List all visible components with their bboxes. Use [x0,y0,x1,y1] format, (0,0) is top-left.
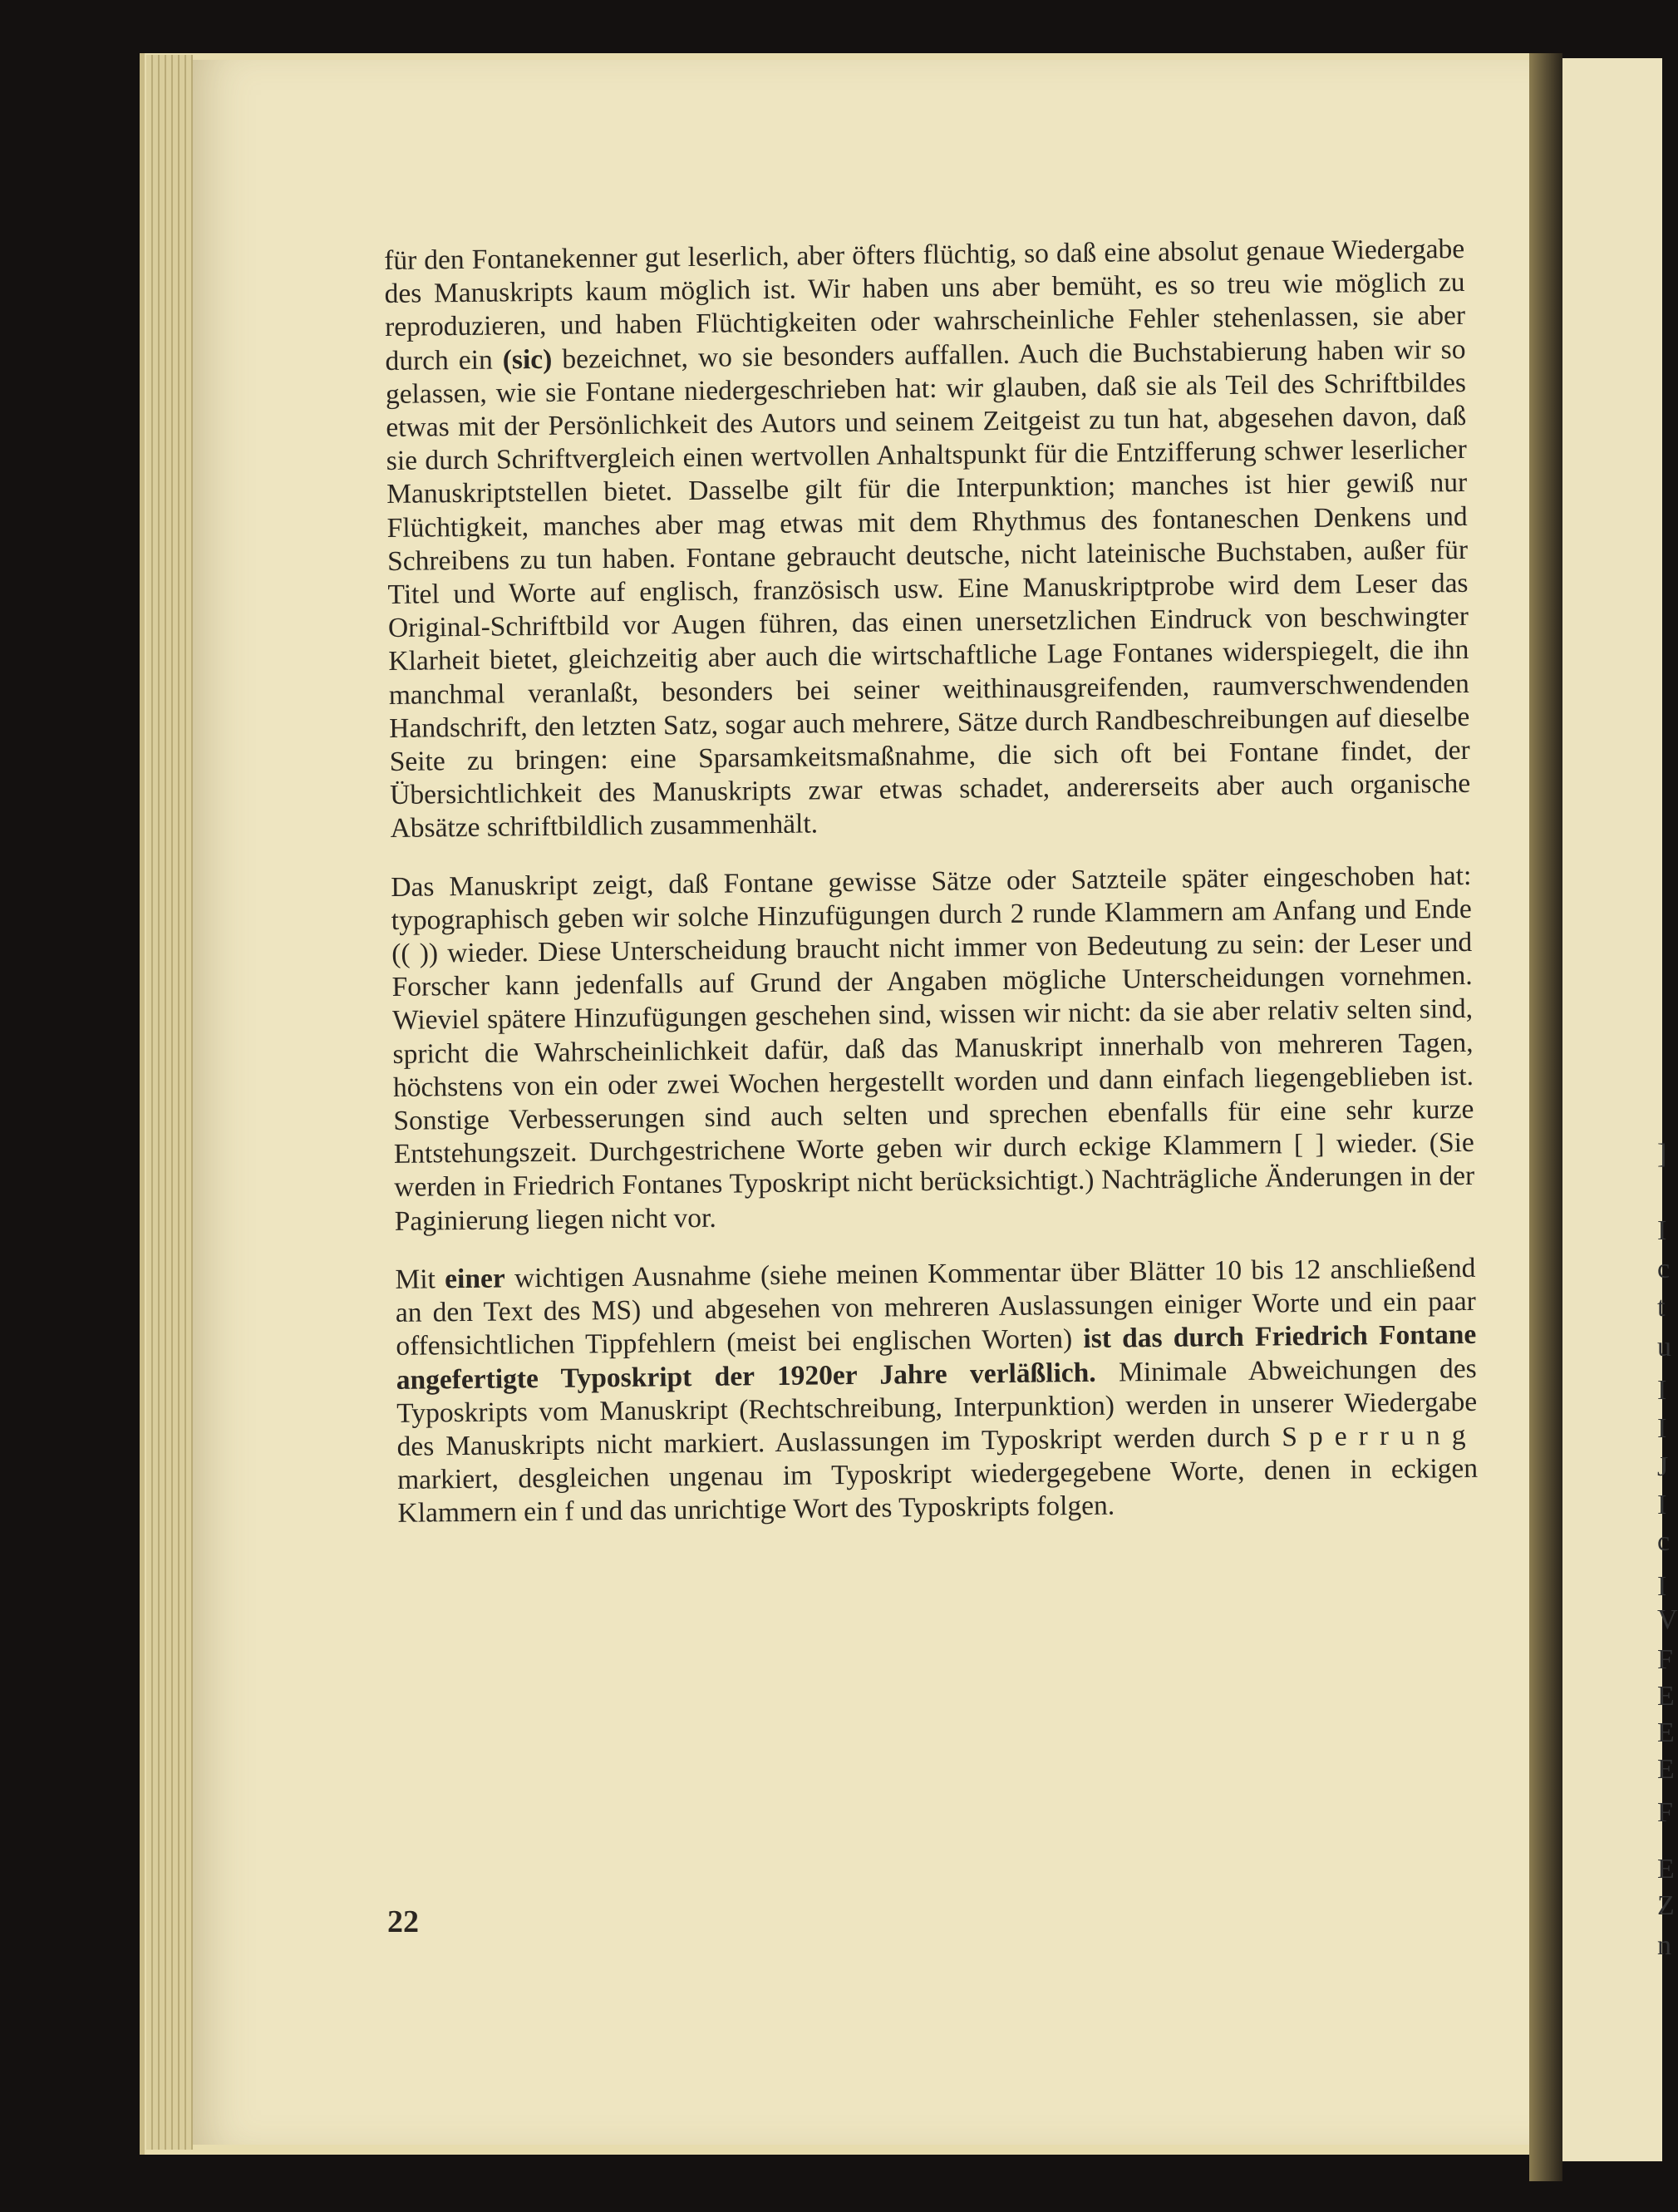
text-segment: markiert, desgleichen ungenau im Typoskript wiedergegebene Worte, denen in eckigen Klammern ein f und das unrichtige Wort des Typoskripts folgen. [396,1452,1479,1530]
body-text [384,233,1479,1555]
facing-page-fragment: c [1657,1254,1671,1284]
text-segment: bezeichnet, wo sie besonders auffallen. Auch die Buchstabierung haben wir so gelassen, wie sie Fontane niedergeschrieben hat: wir glauben, daß sie als Teil des Schriftbildes etwas mit der Persönlichkeit des Autors und seinem Zeitgeist zu tun hat, abgesehen davon, daß sie durch Schriftvergleich einen wertvollen Anhaltspunkt für die Entzifferung schwer leserlicher Manuskriptstellen bietet. Dasselbe gilt für die Interpunktion; manches ist hier gewiß nur Flüchtigkeit, manches aber mag etwas mit dem Rhythmus des fontaneschen Denkens und Schreibens zu tun haben. Fontane gebraucht deutsche, nicht lateinische Buchstaben, außer für Titel und Worte auf englisch, französisch usw. Eine Manuskriptprobe wird dem Leser das Original-Schriftbild vor Augen führen, das einen unersetzlichen Eindruck von beschwingter Klarheit bietet, gleichzeitig aber auch die wirtschaftliche Lage Fontanes widerspiegelt, die ihn manchmal veranlaßt, besonders bei seiner weithinausgreifenden, raumverschwendenden Handschrift, den letzten Satz, sogar auch mehrere, Sätze durch Randbeschreibungen auf dieselbe Seite zu bringen: eine Sparsamkeitsmaßnahme, die sich oft bei Fontane findet, der Übersichtlichkeit des Manuskripts zwar etwas schadet, andererseits aber auch organische Absätze schriftbildlich zusammenhält. [385,333,1471,845]
facing-page-fragment: Z [1657,1890,1675,1921]
facing-page-fragment: V [1657,1604,1678,1635]
facing-page-fragment: I [1657,1215,1667,1246]
facing-page-fragment: I [1657,1413,1667,1444]
paragraph [395,1252,1478,1531]
facing-page-fragment: F [1657,1644,1673,1675]
page-number: 22 [387,1904,419,1939]
spaced-text: Sperrung [1282,1419,1478,1453]
paragraph [391,860,1475,1239]
facing-page-fragment: t [1657,1292,1666,1323]
facing-page-fragment: F [1657,1797,1673,1828]
facing-page-fragment: u [1657,1332,1671,1362]
paragraph [384,233,1471,846]
facing-page-fragment: E [1657,1717,1675,1748]
bold-text: einer [444,1263,505,1295]
bold-text: (sic) [502,343,553,376]
facing-page-fragment: I [1657,1490,1667,1520]
facing-page-fragment: E [1657,1681,1675,1712]
facing-page-fragment: ] [1657,1139,1667,1170]
facing-page-fragment: E [1657,1854,1675,1884]
facing-page-fragments [1562,58,1678,2161]
text-segment: Mit [395,1264,445,1295]
facing-page-fragment: I [1657,1375,1667,1406]
page-edges [146,55,193,2150]
facing-page-fragment: I [1657,1571,1667,1602]
bold-text: ist das durch Friedrich Fontane angefertigte Typoskript der 1920er Jahre verläßlich. [396,1319,1477,1396]
facing-page-fragment: n [1657,1930,1671,1961]
facing-page-fragment: E [1657,1754,1675,1785]
book-gutter [1529,53,1562,2181]
facing-page-fragment: c [1657,1526,1671,1557]
text-segment: für den Fontanekenner gut leserlich, aber öfters flüchtig, so daß eine absolut genaue Wiedergabe des Manuskripts kaum möglich ist. Wir haben uns aber bemüht, es so treu wie möglich zu reproduzieren, und haben Flüchtigkeiten oder wahrscheinliche Fehler stehenlassen, sie aber durch ein [384,233,1466,377]
text-segment: Minimale Abweichungen des Typoskripts vom Manuskript (Rechtschreibung, Interpunktion) werden in unserer Wiedergabe des Manuskripts nicht markiert. Auslassungen im Typoskript werden durch [396,1352,1478,1462]
text-segment: wichtigen Ausnahme (siehe meinen Kommentar über Blätter 10 bis 12 anschließend an den Text des MS) und abgesehen von mehreren Auslassungen einiger Worte und ein paar offensichtlichen Tippfehlern (meist bei englischen Worten) [395,1252,1477,1362]
facing-page-fragment: J [1657,1451,1669,1482]
facing-page-edge [1562,58,1678,2161]
text-segment: Das Manuskript zeigt, daß Fontane gewisse Sätze oder Satzteile später eingeschoben hat: typographisch geben wir solche Hinzufügungen durch 2 runde Klammern am Anfang und Ende (( )) wieder. Diese Unterscheidung braucht nicht immer von Bedeutung zu sein: der Leser und Forscher kann jedenfalls auf Grund der Angaben mögliche Unterscheidungen vornehmen. Wieviel spätere Hinzufügungen geschehen sind, wissen wir nicht: da sie aber relativ selten sind, spricht die Wahrscheinlichkeit dafür, daß das Manuskript innerhalb von mehreren Tagen, höchstens von ein oder zwei Wochen hergestellt worden und dann einfach liegengeblieben ist. Sonstige Verbesserungen sind auch selten und sprechen ebenfalls für eine sehr kurze Entstehungszeit. Durchgestrichene Worte geben wir durch eckige Klammern [ ] wieder. (Sie werden in Friedrich Fontanes Typoskript nicht berücksichtigt.) Nachträgliche Änderungen in der Paginierung liegen nicht vor. [391,860,1475,1237]
